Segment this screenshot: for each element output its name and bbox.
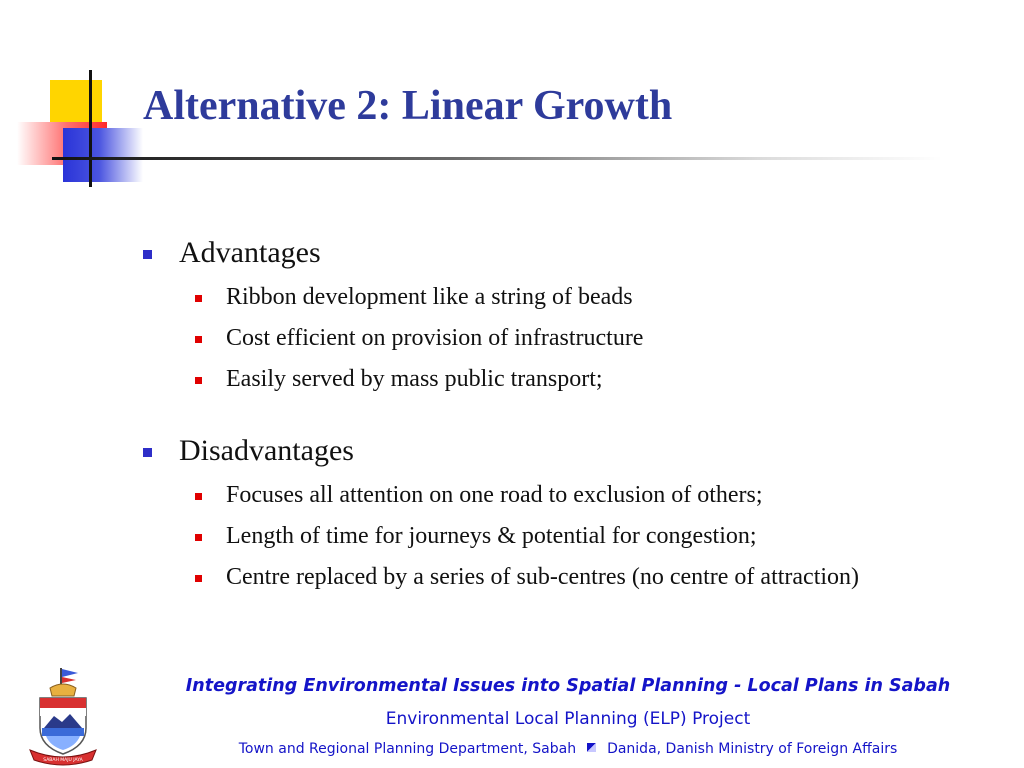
list-item: Length of time for journeys & potential for congestion;: [195, 519, 983, 553]
red-square-bullet-icon: [195, 493, 202, 500]
disadvantages-list: [143, 478, 983, 594]
bullet-level1: [143, 432, 983, 470]
footer-credits: [120, 741, 1016, 757]
deco-blue-bar: [63, 128, 143, 182]
deco-vertical-line: [89, 70, 92, 187]
red-square-bullet-icon: [195, 575, 202, 582]
list-item: Ribbon development like a string of beads: [195, 280, 983, 314]
blue-square-bullet-icon: [143, 448, 152, 457]
advantages-section: [143, 234, 983, 396]
list-item: Easily served by mass public transport;: [195, 362, 983, 396]
advantages-list: [143, 280, 983, 396]
logo-motto: SABAH MAJU JAYA: [43, 758, 83, 763]
red-square-bullet-icon: [195, 534, 202, 541]
disadvantages-section: [143, 432, 983, 594]
title-underline: [52, 157, 942, 160]
footer-credit-left: Town and Regional Planning Department, Sabah: [238, 741, 577, 757]
bullet-level1: [143, 234, 983, 272]
blue-square-bullet-icon: [143, 250, 152, 259]
section-heading: Advantages: [179, 236, 321, 269]
slide-footer: [0, 664, 1024, 768]
red-square-bullet-icon: [195, 377, 202, 384]
list-item: Centre replaced by a series of sub-centres (no centre of attraction): [195, 560, 983, 594]
footer-title: Integrating Environmental Issues into Spatial Planning - Local Plans in Sabah: [185, 676, 951, 696]
footer-credit-right: Danida, Danish Ministry of Foreign Affairs: [607, 741, 898, 757]
footer-project: Environmental Local Planning (ELP) Project: [385, 709, 751, 729]
list-item: Focuses all attention on one road to exclusion of others;: [195, 478, 983, 512]
red-square-bullet-icon: [195, 295, 202, 302]
list-item: Cost efficient on provision of infrastructure: [195, 321, 983, 355]
red-square-bullet-icon: [195, 336, 202, 343]
slide-content: [143, 234, 983, 630]
separator-square-icon: [587, 743, 596, 752]
sabah-coat-of-arms-icon: [26, 664, 100, 768]
slide-title: Alternative 2: Linear Growth: [143, 83, 673, 129]
section-heading: Disadvantages: [179, 434, 354, 467]
